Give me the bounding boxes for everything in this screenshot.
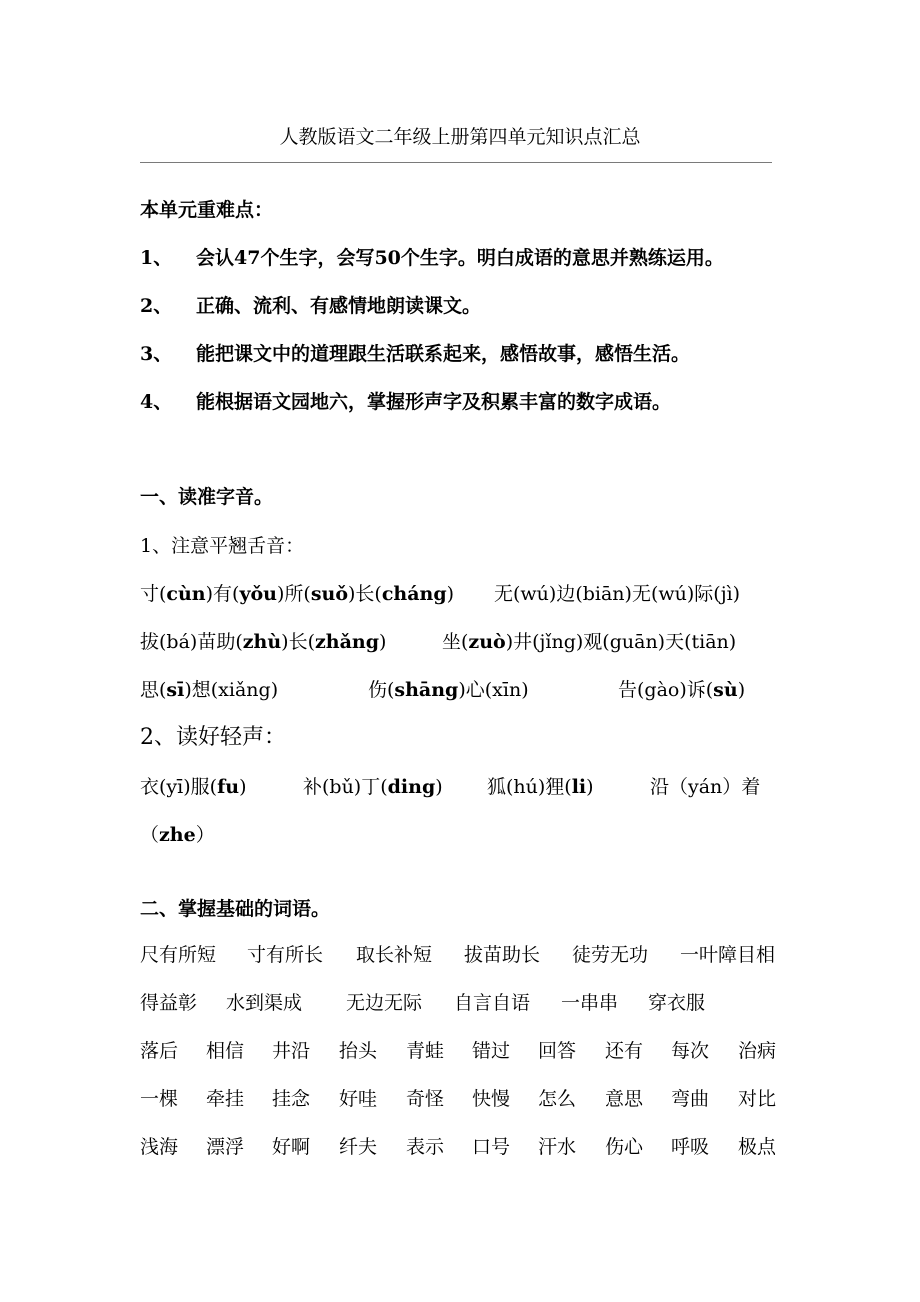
- word: 相信: [206, 1040, 245, 1062]
- word: 纤夫: [339, 1136, 378, 1158]
- title-divider: [140, 162, 772, 163]
- pinyin-group: 无(wú)边(biān)无(wú)际(jì): [494, 583, 741, 605]
- word: 弯曲: [671, 1088, 710, 1110]
- pinyin-group: 拔(bá)苗助(zhù)长(zhǎng): [140, 631, 387, 653]
- section-heading: 一、读准字音。: [140, 486, 274, 508]
- word: 汗水: [538, 1136, 577, 1158]
- word: 对比: [738, 1088, 777, 1110]
- word: 浅海: [140, 1136, 179, 1158]
- pinyin-group: 思(sī)想(xiǎng): [140, 679, 279, 701]
- pinyin-line: [140, 676, 780, 704]
- pinyin-group: 伤(shāng)心(xīn): [368, 679, 529, 701]
- word: 错过: [472, 1040, 511, 1062]
- word: 取长补短: [356, 944, 433, 966]
- word: 落后: [140, 1040, 179, 1062]
- word: 还有: [605, 1040, 644, 1062]
- item-text: 能把课文中的道理跟生活联系起来，感悟故事，感悟生活。: [196, 343, 691, 365]
- word: 一棵: [140, 1088, 179, 1110]
- page-title: 人教版语文二年级上册第四单元知识点汇总: [279, 126, 641, 148]
- pinyin-group: 寸(cùn)有(yǒu)所(suǒ)长(cháng): [140, 583, 455, 605]
- item-text: 会认47个生字，会写50个生字。明白成语的意思并熟练运用。: [196, 247, 724, 269]
- pinyin-group: 沿（yán）着: [650, 776, 761, 798]
- subsection-heading: 1、注意平翘舌音：: [140, 535, 305, 557]
- word: 每次: [671, 1040, 710, 1062]
- item-number: 1、: [140, 247, 173, 269]
- word: 伤心: [605, 1136, 644, 1158]
- item-text: 正确、流利、有感情地朗读课文。: [196, 295, 482, 317]
- word: 穿衣服: [648, 992, 706, 1014]
- word: 无边无际: [346, 992, 423, 1014]
- word: 寸有所长: [247, 944, 324, 966]
- word: 拔苗助长: [464, 944, 541, 966]
- pinyin-group: 坐(zuò)井(jǐng)观(guān)天(tiān): [442, 631, 737, 653]
- word: 快慢: [472, 1088, 511, 1110]
- word: 抬头: [339, 1040, 378, 1062]
- word-row: [140, 941, 800, 969]
- word: 自言自语: [454, 992, 531, 1014]
- word: 得益彰: [140, 992, 198, 1014]
- pinyin-group: （zhe）: [140, 824, 215, 846]
- word: 意思: [605, 1088, 644, 1110]
- word: 好哇: [339, 1088, 378, 1110]
- item-number: 3、: [140, 343, 173, 365]
- pinyin-line: [140, 580, 780, 608]
- word: 极点: [738, 1136, 777, 1158]
- word: 徒劳无功: [572, 944, 649, 966]
- key-point-item: [140, 292, 481, 320]
- item-text: 能根据语文园地六，掌握形声字及积累丰富的数字成语。: [196, 391, 672, 413]
- key-point-item: [140, 340, 690, 368]
- word: 怎么: [538, 1088, 577, 1110]
- pinyin-group: 告(gào)诉(sù): [618, 679, 746, 701]
- section-heading: 二、掌握基础的词语。: [140, 898, 331, 920]
- pinyin-line: [140, 628, 780, 656]
- word-row: [140, 1037, 800, 1065]
- word: 挂念: [272, 1088, 311, 1110]
- pinyin-line: [140, 773, 780, 801]
- word: 口号: [472, 1136, 511, 1158]
- word: 一叶障目相: [680, 944, 776, 966]
- pinyin-group: 狐(hú)狸(li): [487, 776, 594, 798]
- word: 井沿: [272, 1040, 311, 1062]
- word-row: [140, 1133, 800, 1161]
- word: 一串串: [561, 992, 619, 1014]
- item-number: 2、: [140, 295, 173, 317]
- word: 青蛙: [406, 1040, 445, 1062]
- pinyin-group: 衣(yī)服(fu): [140, 776, 247, 798]
- word: 回答: [538, 1040, 577, 1062]
- word: 呼吸: [671, 1136, 710, 1158]
- key-points-heading: 本单元重难点：: [140, 199, 274, 221]
- word: 牵挂: [206, 1088, 245, 1110]
- key-point-item: [140, 388, 671, 416]
- word: 水到渠成: [226, 992, 303, 1014]
- subsection-heading: 2、读好轻声：: [140, 725, 286, 750]
- word: 尺有所短: [140, 944, 217, 966]
- item-number: 4、: [140, 391, 173, 413]
- word: 奇怪: [406, 1088, 445, 1110]
- pinyin-group: 补(bǔ)丁(ding): [303, 776, 443, 798]
- word: 表示: [406, 1136, 445, 1158]
- word: 好啊: [272, 1136, 311, 1158]
- pinyin-line: [140, 821, 340, 849]
- word-row: [140, 1085, 800, 1113]
- word-row: [140, 989, 800, 1017]
- word: 漂浮: [206, 1136, 245, 1158]
- key-point-item: [140, 244, 724, 272]
- word: 治病: [738, 1040, 777, 1062]
